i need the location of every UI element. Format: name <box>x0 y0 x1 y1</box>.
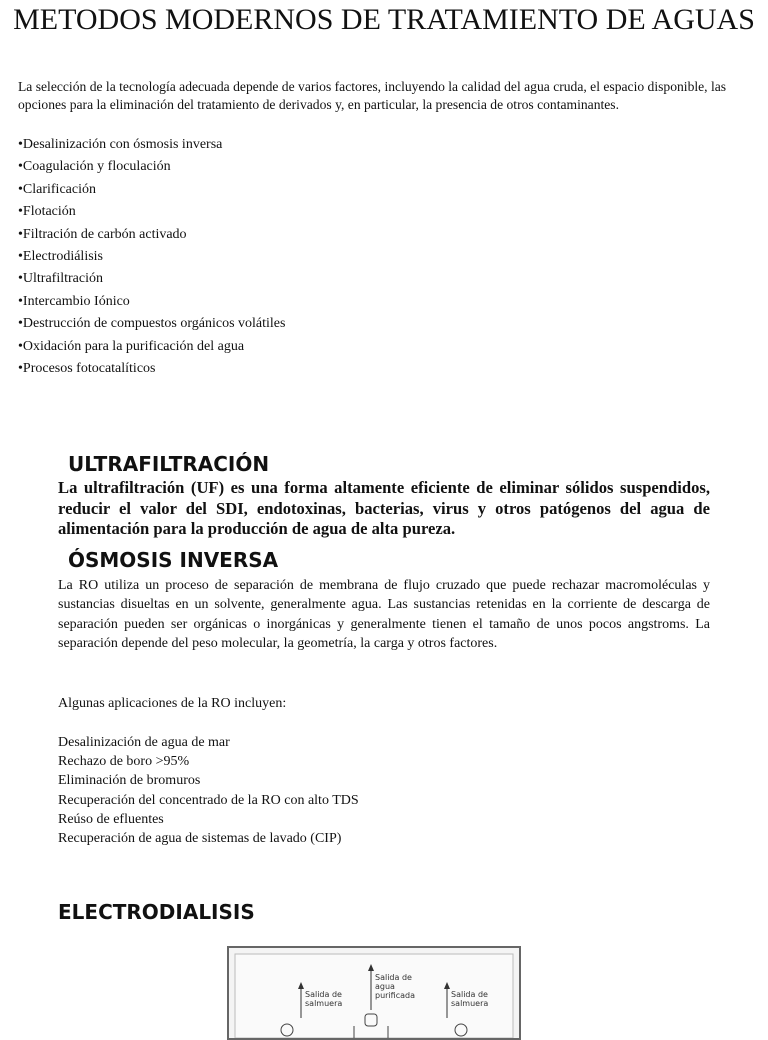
center-outlet-label-line1: Salida de <box>375 973 412 982</box>
electrodialysis-diagram <box>227 946 521 1040</box>
list-item: Reúso de efluentes <box>58 811 164 827</box>
list-item: •Oxidación para la purificación del agua <box>18 338 245 354</box>
page-title: METODOS MODERNOS DE TRATAMIENTO DE AGUAS <box>13 3 755 36</box>
list-item: •Destrucción de compuestos orgánicos volátiles <box>18 316 286 332</box>
list-item: •Intercambio Iónico <box>18 293 130 309</box>
list-item: •Electrodiálisis <box>18 248 103 264</box>
list-item: •Flotación <box>18 204 76 220</box>
intro-paragraph: La selección de la tecnología adecuada depende de varios factores, incluyendo la calidad del agua cruda, el espacio disponible, las opciones para la eliminación del tratamiento de derivados y, en particular, la presencia de otros contaminantes. <box>18 79 727 112</box>
right-outlet-label-line2: salmuera <box>451 999 489 1008</box>
osmosis-applications-list <box>58 733 359 848</box>
list-item: Desalinización de agua de mar <box>58 735 230 750</box>
left-outlet-label-line2: salmuera <box>305 999 343 1008</box>
list-item: •Clarificación <box>18 181 96 197</box>
osmosis-paragraph: La RO utiliza un proceso de separación de membrana de flujo cruzado que puede rechazar macromoléculas y sustancias disueltas en un solvente, generalmente agua. Las sustancias retenidas en la corriente de descarga de separación pueden ser orgánicas o inorgánicas y generalmente tienen el tamaño de unos pocos angstroms. La separación depende del peso molecular, la geometría, la carga y otros factores. <box>58 578 710 651</box>
list-item: •Ultrafiltración <box>18 271 103 287</box>
osmosis-applications-title: Algunas aplicaciones de la RO incluyen: <box>58 696 287 711</box>
list-item: Recuperación del concentrado de la RO con alto TDS <box>58 792 359 808</box>
technology-list <box>18 134 618 380</box>
section-heading-ultrafiltracion: ULTRAFILTRACIÓN <box>68 452 270 476</box>
ultrafiltracion-paragraph: La ultrafiltración (UF) es una forma altamente eficiente de eliminar sólidos suspendidos, reducir el valor del SDI, endotoxinas, bacterias, virus y otros patógenos del agua de alimentación para la producción de agua de alta pureza. <box>58 478 710 538</box>
section-heading-electrodialisis: ELECTRODIALISIS <box>58 900 255 924</box>
list-item: •Coagulación y floculación <box>18 159 171 175</box>
center-outlet-label-line3: purificada <box>375 991 415 1000</box>
left-outlet-label-line1: Salida de <box>305 990 342 999</box>
list-item: Recuperación de agua de sistemas de lavado (CIP) <box>58 830 342 846</box>
section-heading-osmosis: ÓSMOSIS INVERSA <box>68 548 279 572</box>
list-item: •Desalinización con ósmosis inversa <box>18 137 223 152</box>
right-outlet-label-line1: Salida de <box>451 990 488 999</box>
list-item: Eliminación de bromuros <box>58 773 201 789</box>
list-item: •Procesos fotocatalíticos <box>18 360 156 376</box>
list-item: Rechazo de boro >95% <box>58 754 190 770</box>
center-outlet-label-line2: agua <box>375 982 395 991</box>
electrodialysis-diagram-svg <box>229 948 519 1038</box>
list-item: •Filtración de carbón activado <box>18 226 187 242</box>
